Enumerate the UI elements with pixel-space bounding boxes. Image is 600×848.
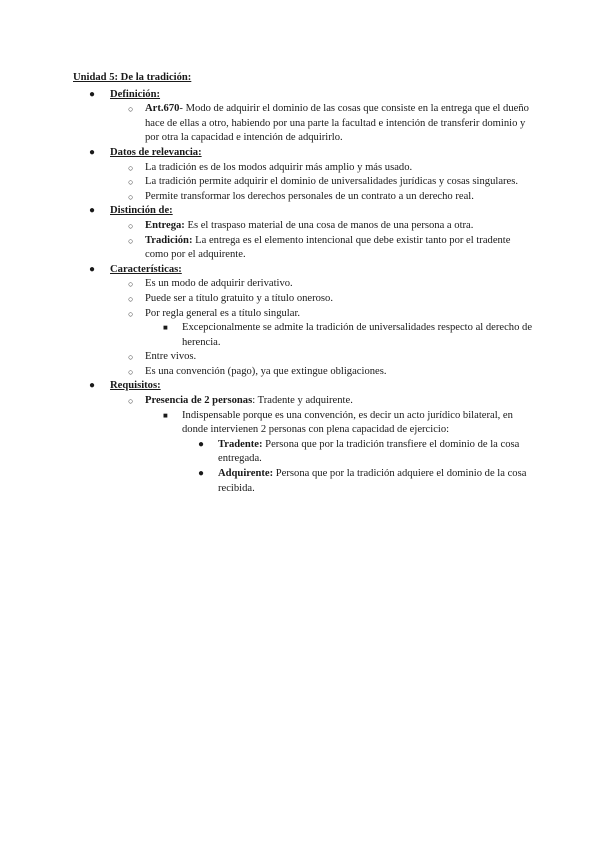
item-text: La tradición permite adquirir el dominio de universalidades jurídicas y cosas singulares. — [145, 176, 519, 188]
disc-bullet-icon: ● — [89, 380, 96, 392]
item-text: Es el traspaso material de una cosa de manos de una persona a otra. — [184, 219, 474, 231]
disc-bullet-icon: ● — [89, 263, 96, 275]
circle-bullet-icon: ○ — [128, 177, 134, 188]
square-bullet-icon: ■ — [163, 410, 168, 420]
section-list — [73, 88, 533, 497]
list-item — [110, 350, 533, 365]
section-distincion — [73, 204, 533, 262]
item-text: Es una convención (pago), ya que extingue obligaciones. — [145, 365, 387, 377]
item-text: La tradición es de los modos adquirir más amplio y más usado. — [145, 161, 413, 173]
list-item — [110, 307, 533, 351]
item-text: Puede ser a título gratuito y a título oneroso. — [145, 292, 334, 304]
circle-bullet-icon: ○ — [128, 293, 134, 304]
page-title: Unidad 5: De la tradición: — [73, 72, 192, 83]
sub-list — [110, 161, 533, 205]
list-item — [182, 467, 533, 496]
section-heading: Datos de relevancia: — [110, 146, 202, 158]
item-text: Permite transformar los derechos personales de un contrato a un derecho real. — [145, 190, 474, 202]
sub-list — [110, 102, 533, 146]
circle-bullet-icon: ○ — [128, 104, 134, 115]
nested-list — [145, 409, 533, 497]
circle-bullet-icon: ○ — [128, 366, 134, 377]
item-text: Es un modo de adquirir derivativo. — [145, 278, 293, 290]
disc-bullet-icon: ● — [89, 146, 96, 158]
sub-list — [110, 219, 533, 263]
item-bold-label: Art.670 — [145, 103, 180, 115]
list-item — [182, 438, 533, 467]
list-item — [110, 175, 533, 190]
item-bold-label: Adquirente: — [218, 468, 274, 480]
list-item — [110, 219, 533, 234]
disc-bullet-icon: ● — [198, 438, 205, 450]
item-text: Persona que por la tradición adquiere el dominio de la cosa recibida. — [218, 468, 527, 494]
sub-list — [110, 394, 533, 496]
item-text: Por regla general es a título singular. — [145, 307, 301, 319]
square-bullet-icon: ■ — [163, 323, 168, 333]
list-item — [110, 234, 533, 263]
item-bold-label: Entrega: — [145, 219, 185, 231]
circle-bullet-icon: ○ — [128, 235, 134, 246]
disc-bullet-icon: ● — [89, 205, 96, 217]
section-heading: Definición: — [110, 88, 161, 100]
section-heading: Distinción de: — [110, 205, 173, 217]
list-item — [110, 292, 533, 307]
circle-bullet-icon: ○ — [128, 162, 134, 173]
nested-list — [145, 321, 533, 350]
section-heading: Características: — [110, 263, 182, 275]
list-item — [145, 409, 533, 497]
list-item — [110, 102, 533, 146]
document-content — [73, 71, 533, 496]
circle-bullet-icon: ○ — [128, 191, 134, 202]
circle-bullet-icon: ○ — [128, 352, 134, 363]
item-text: Entre vivos. — [145, 351, 197, 363]
sub-list — [110, 277, 533, 379]
list-item — [145, 321, 533, 350]
item-bold-label: Tradente: — [218, 438, 263, 450]
disc-bullet-icon: ● — [89, 88, 96, 100]
nested-list — [182, 438, 533, 496]
list-item — [110, 161, 533, 176]
item-text: : Tradente y adquirente. — [252, 395, 353, 407]
disc-bullet-icon: ● — [198, 468, 205, 480]
item-text: Excepcionalmente se admite la tradición de universalidades respecto al derecho de herencia. — [182, 322, 533, 348]
list-item — [110, 190, 533, 205]
circle-bullet-icon: ○ — [128, 308, 134, 319]
item-text: Indispensable porque es una convención, es decir un acto jurídico bilateral, en donde intervienen 2 personas con plena capacidad de ejercicio: — [182, 409, 513, 436]
section-caracteristicas — [73, 263, 533, 380]
list-item — [110, 277, 533, 292]
list-item — [110, 365, 533, 380]
item-text: Persona que por la tradición transfiere el dominio de la cosa entregada. — [218, 438, 520, 465]
item-text: La entrega es el elemento intencional que debe existir tanto por el tradente como por el adquirente. — [145, 234, 511, 261]
section-datos-relevancia — [73, 146, 533, 204]
item-text: - Modo de adquirir el dominio de las cosas que consiste en la entrega que el dueño hace de ellas a otro, habiendo por una parte la facultad e intención de transferir dominio y por otra la capacidad e intención de adquirirlo. — [145, 103, 529, 144]
list-item — [110, 394, 533, 496]
item-bold-label: Presencia de 2 personas — [145, 395, 253, 407]
circle-bullet-icon: ○ — [128, 220, 134, 231]
item-bold-label: Tradición: — [145, 234, 193, 246]
section-heading: Requisitos: — [110, 380, 161, 392]
circle-bullet-icon: ○ — [128, 396, 134, 407]
circle-bullet-icon: ○ — [128, 279, 134, 290]
section-definicion — [73, 88, 533, 146]
section-requisitos — [73, 379, 533, 496]
